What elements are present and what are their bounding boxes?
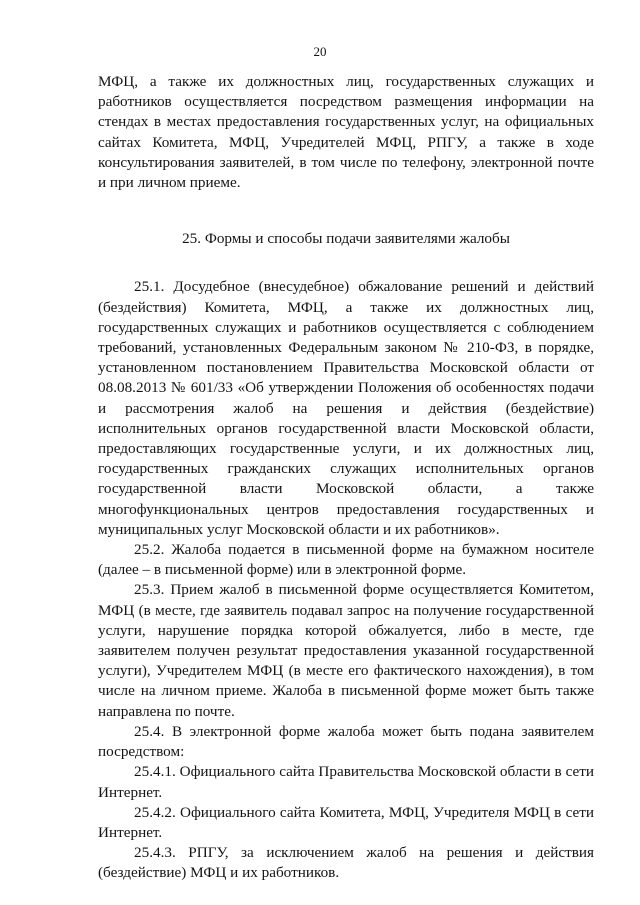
paragraph-25-4-2: 25.4.2. Официального сайта Комитета, МФЦ, Учредителя МФЦ в сети Интернет. bbox=[98, 803, 594, 841]
intro-paragraph: МФЦ, а также их должностных лиц, государственных служащих и работников осуществляется посредством размещения информации на стендах в местах предоставления государственных услуг, на официальных сайтах Комитета, МФЦ, Учредителей МФЦ, РПГУ, а также в ходе консультирования заявителей, в том числе по телефону, электронной почте и при личном приеме. bbox=[98, 73, 594, 192]
document-body bbox=[98, 72, 594, 884]
paragraph-25-2: 25.2. Жалоба подается в письменной форме на бумажном носителе (далее – в письменной форме) или в электронной форме. bbox=[98, 541, 594, 579]
paragraph-25-4-3: 25.4.3. РПГУ, за исключением жалоб на решения и действия (бездействие) МФЦ и их работников. bbox=[98, 844, 594, 882]
paragraph-25-3: 25.3. Прием жалоб в письменной форме осуществляется Комитетом, МФЦ (в месте, где заявитель подавал запрос на получение государственной услуги, нарушение порядка которой обжалуется, либо в месте, где заявителем получен результат предоставления указанной государственной услуги), Учредителем МФЦ (в месте его фактического нахождения), в том числе на личном приеме. Жалоба в письменной форме может быть также направлена по почте. bbox=[98, 581, 594, 720]
section-heading: 25. Формы и способы подачи заявителями жалобы bbox=[182, 230, 510, 248]
page-number: 20 bbox=[313, 44, 327, 59]
paragraph-25-4-1: 25.4.1. Официального сайта Правительства Московской области в сети Интернет. bbox=[98, 763, 594, 801]
paragraph-25-4: 25.4. В электронной форме жалоба может быть подана заявителем посредством: bbox=[98, 722, 594, 761]
paragraph-25-1: 25.1. Досудебное (внесудебное) обжалование решений и действий (бездействия) Комитета, МФЦ, а также их должностных лиц, государственных служащих и работников осуществляется с соблюдением требований, установленных Федеральным законом № 210-ФЗ, в порядке, установленном постановлением Правительства Московской области от 08.08.2013 № 601/33 «Об утверждении Положения об особенностях подачи и рассмотрения жалоб на решения и действия (бездействие) исполнительных органов государственной власти Московской области, предоставляющих государственные услуги, и их должностных лиц, государственных гражданских служащих исполнительных органов государственной власти Московской области, а также многофункциональных центров предоставления государственных и муниципальных услуг Московской области и их работников». bbox=[98, 278, 594, 538]
